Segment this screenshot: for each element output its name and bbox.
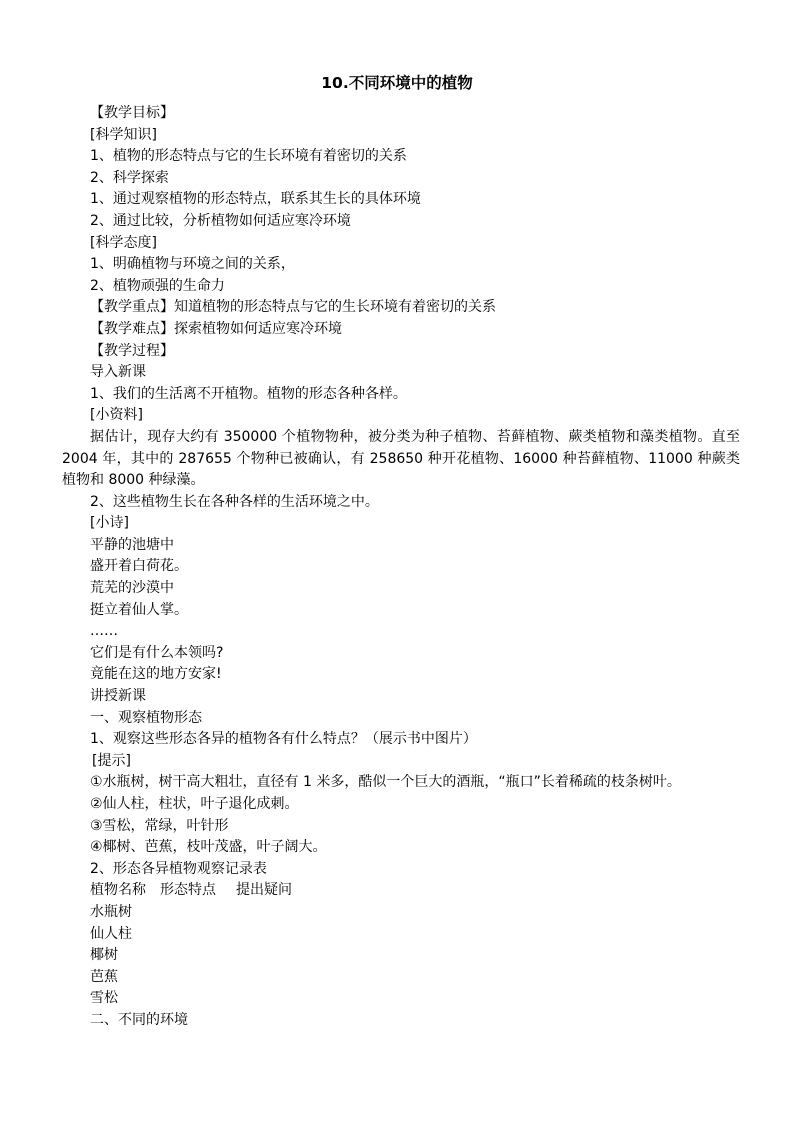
section-heading-process: 【教学过程】	[90, 342, 174, 359]
table-header-cell: 植物名称	[90, 882, 146, 899]
text-line: 2、形态各异植物观察记录表	[90, 860, 267, 877]
subheading-hint: [提示]	[92, 752, 131, 769]
poem-line: 盛开着白荷花。	[90, 558, 188, 575]
poem-line: 荒芜的沙漠中	[90, 580, 174, 597]
table-row: 雪松	[90, 990, 118, 1007]
text-line: 导入新课	[90, 364, 146, 381]
subheading-knowledge: [科学知识]	[90, 126, 157, 143]
text-line: 一、观察植物形态	[90, 709, 202, 726]
text-line: 讲授新课	[90, 688, 146, 705]
table-header-cell: 形态特点	[160, 882, 216, 899]
text-line: 1、通过观察植物的形态特点，联系其生长的具体环境	[90, 191, 421, 208]
page-title: 10.不同环境中的植物	[321, 74, 473, 92]
text-line: 1、明确植物与环境之间的关系，	[90, 256, 295, 273]
table-row: 椰树	[90, 947, 118, 964]
text-line: 1、观察这些形态各异的植物各有什么特点？（展示书中图片）	[90, 731, 477, 748]
hint-paragraph: ①水瓶树，树干高大粗壮，直径有 1 米多，酷似一个巨大的酒瓶，“瓶口”长着稀疏的枝条树叶。	[90, 774, 681, 791]
key-point: 【教学重点】知道植物的形态特点与它的生长环境有着密切的关系	[90, 299, 496, 316]
poem-line: 挺立着仙人掌。	[90, 601, 188, 618]
table-row: 水瓶树	[90, 903, 132, 920]
table-row: 芭蕉	[90, 968, 118, 985]
text-line: ②仙人柱，柱状，叶子退化成刺。	[90, 796, 299, 812]
text-line: ④椰树、芭蕉，枝叶茂盛，叶子阔大。	[90, 839, 327, 856]
subheading-info: [小资料]	[90, 407, 143, 424]
record-table-header	[62, 880, 740, 902]
text-line: 1、植物的形态特点与它的生长环境有着密切的关系	[90, 148, 407, 165]
poem-line: 竟能在这的地方安家!	[90, 666, 222, 683]
text-line: 2、这些植物生长在各种各样的生活环境之中。	[90, 493, 379, 510]
poem-line: 它们是有什么本领吗?	[90, 644, 224, 661]
text-line: 2、植物顽强的生命力	[90, 277, 225, 294]
table-row: 仙人柱	[90, 925, 132, 942]
table-header-cell: 提出疑问	[236, 882, 292, 899]
text-line: ③雪松，常绿，叶针形	[90, 817, 229, 834]
section-heading-environments: 二、不同的环境	[90, 1011, 188, 1028]
subheading-poem: [小诗]	[90, 515, 129, 532]
section-heading-objectives: 【教学目标】	[90, 105, 174, 121]
document-body	[62, 103, 740, 1032]
text-line: 1、我们的生活离不开植物。植物的形态各种各样。	[90, 385, 407, 402]
text-line: 2、通过比较，分析植物如何适应寒冷环境	[90, 212, 351, 229]
text-line: 2、科学探索	[90, 169, 169, 186]
poem-ellipsis: ……	[90, 623, 118, 640]
difficult-point: 【教学难点】探索植物如何适应寒冷环境	[90, 320, 342, 337]
poem-line: 平静的池塘中	[90, 536, 174, 553]
info-paragraph: 据估计，现存大约有 350000 个植物物种，被分类为种子植物、苔藓植物、蕨类植物和藻类植物。直至 2004 年，其中的 287655 个物种已被确认，有 258650 种开花植物、16000 种苔藓植物、11000 种蕨类植物和 8000 种绿藻。	[62, 428, 740, 489]
subheading-attitude: [科学态度]	[90, 234, 157, 251]
